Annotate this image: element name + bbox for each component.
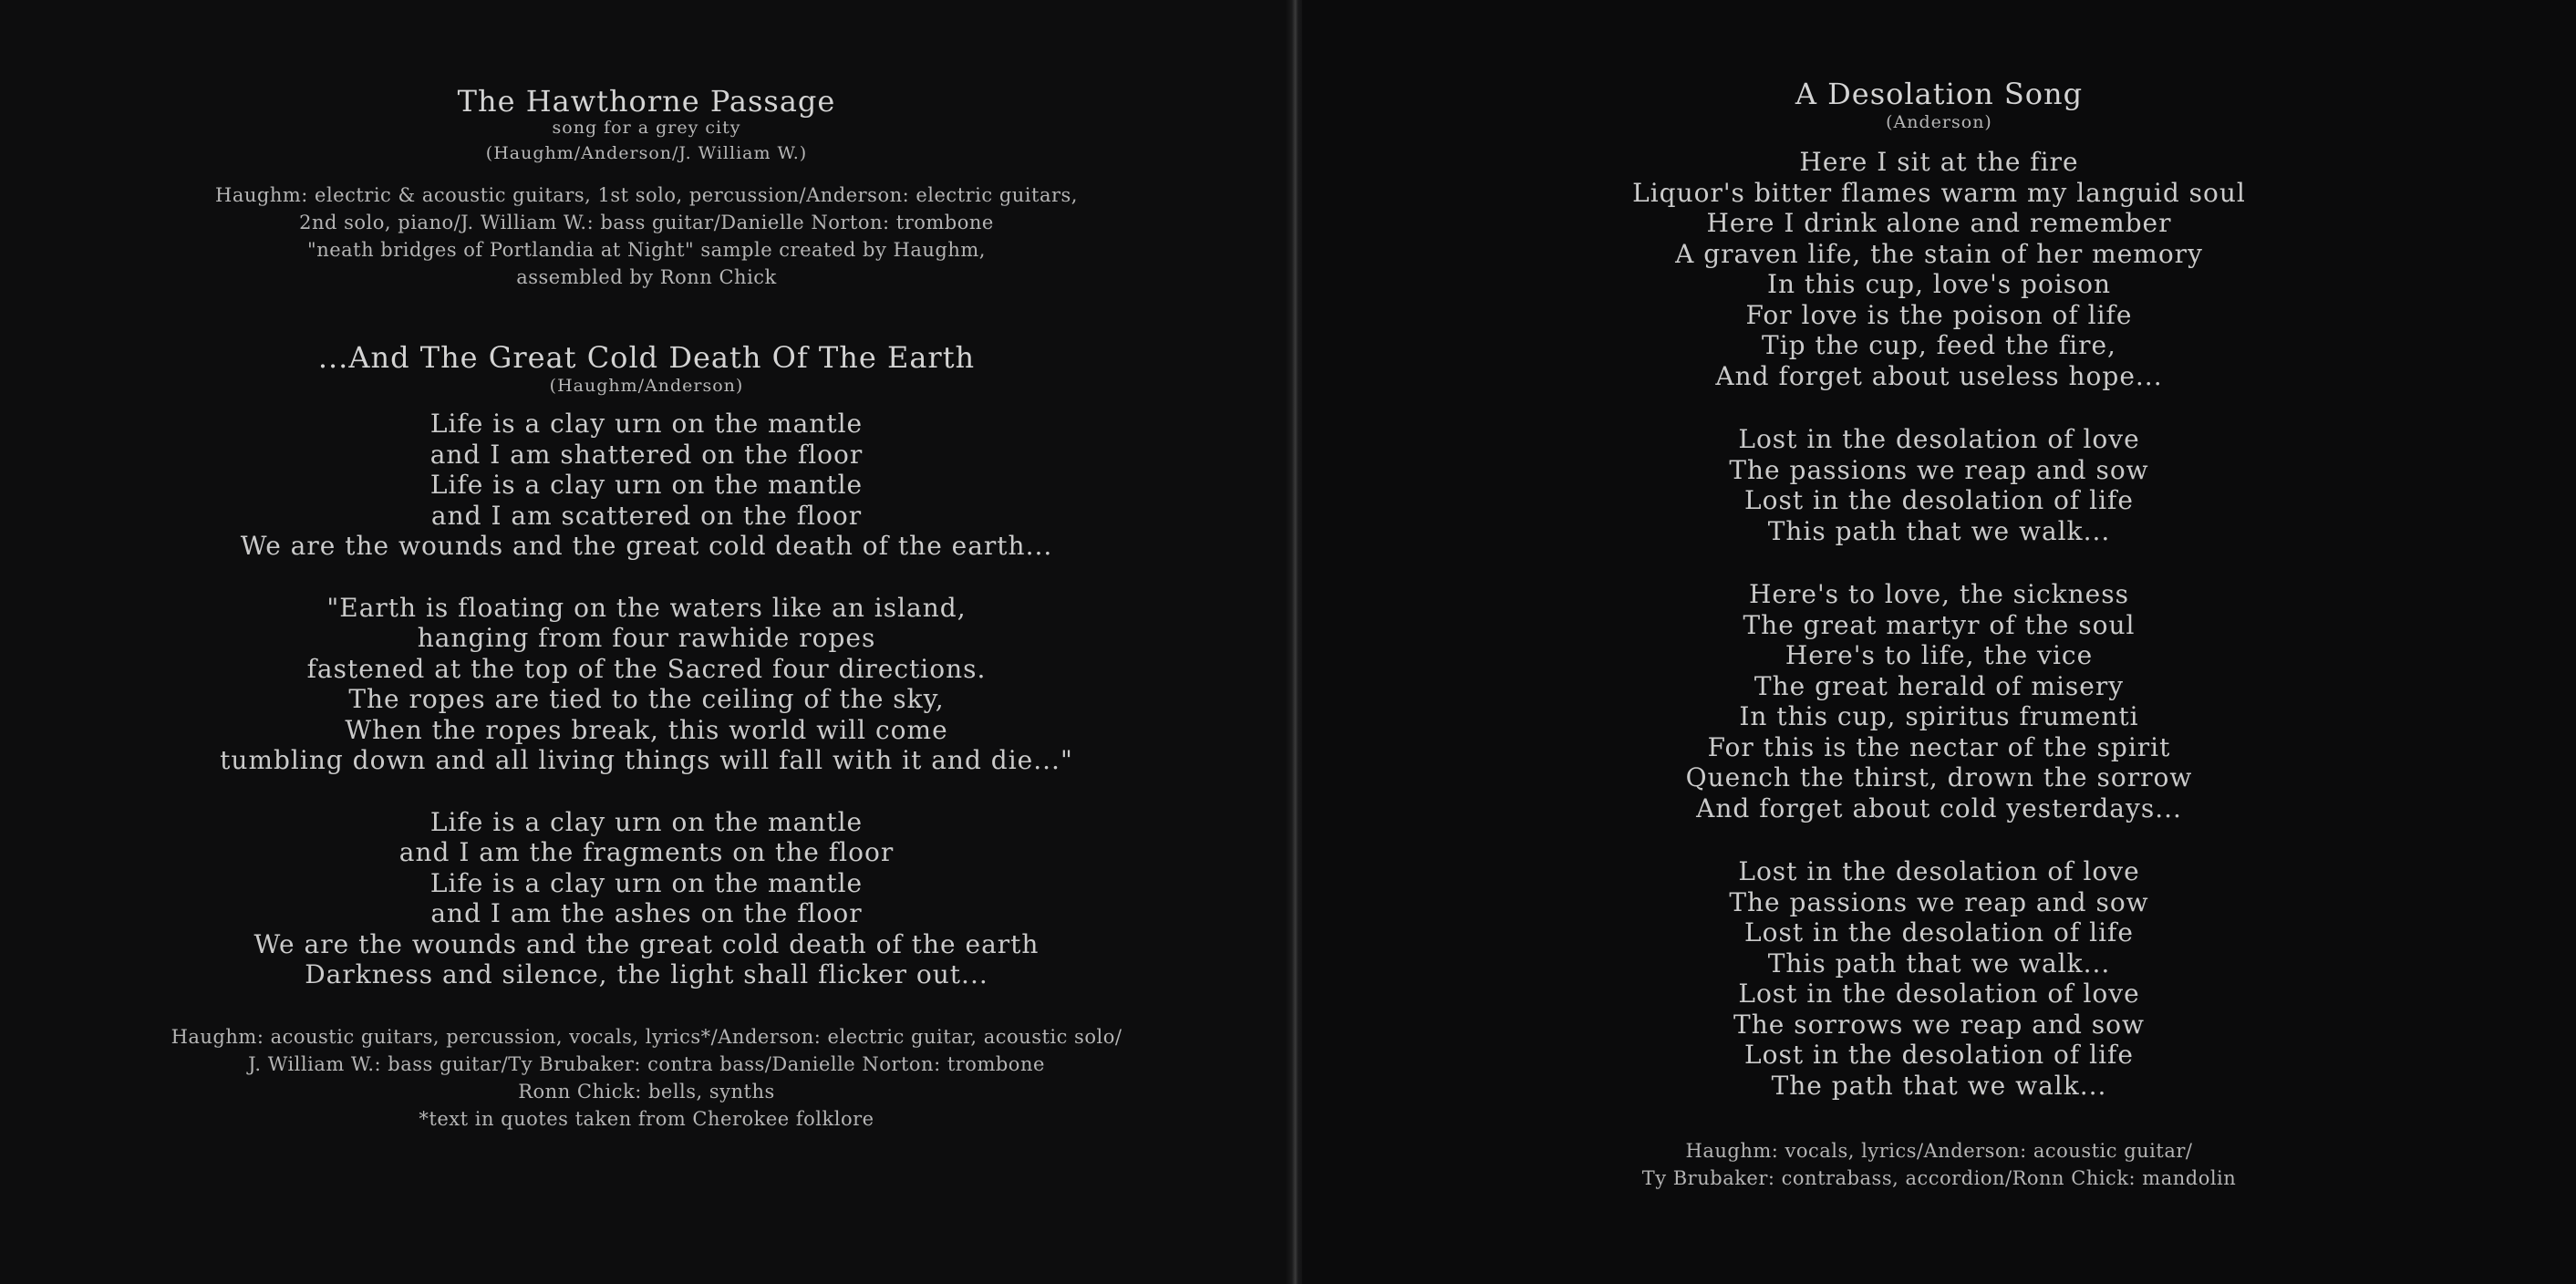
lyrics-stanza (1302, 424, 2576, 546)
credit-line: Haughm: acoustic guitars, percussion, vocals, lyrics*/Anderson: electric guitar, acoustic solo/ (171, 1025, 1122, 1048)
lyric-line: The sorrows we reap and sow (1733, 1009, 2145, 1040)
lyric-line: Life is a clay urn on the mantle (429, 806, 864, 837)
lyric-line: Here's to love, the sickness (1749, 579, 2129, 609)
song-credits (0, 1023, 1293, 1133)
lyric-line: The great herald of misery (1754, 670, 2125, 701)
lyric-line: We are the wounds and the great cold death of the earth... (240, 531, 1053, 561)
lyric-line: hanging from four rawhide ropes (417, 623, 876, 653)
right-page (1302, 0, 2576, 1284)
lyric-line: For this is the nectar of the spirit (1707, 731, 2171, 762)
lyric-line: The path that we walk... (1771, 1070, 2107, 1101)
credit-line: "neath bridges of Portlandia at Night" sample created by Haughm, (307, 239, 986, 261)
lyric-line: When the ropes break, this world will come (345, 714, 948, 745)
lyric-line: Here's to life, the vice (1785, 640, 2094, 670)
lyric-line: Lost in the desolation of life (1744, 1040, 2134, 1070)
credit-line: assembled by Ronn Chick (516, 266, 777, 288)
song-desolation-song (1302, 78, 2576, 1192)
credit-line: *text in quotes taken from Cherokee folklore (419, 1107, 874, 1130)
lyric-line: In this cup, spiritus frumenti (1739, 701, 2139, 731)
lyric-line: and I am shattered on the floor (429, 439, 864, 470)
lyric-line: and I am scattered on the floor (430, 500, 863, 531)
lyric-line: and I am the ashes on the floor (430, 898, 863, 928)
lyric-line: tumbling down and all living things will fall with it and die..." (220, 745, 1073, 775)
song-title: A Desolation Song (1795, 77, 2084, 111)
credit-line: 2nd solo, piano/J. William W.: bass guitar/Danielle Norton: trombone (299, 212, 994, 233)
lyric-line: Life is a clay urn on the mantle (429, 867, 864, 898)
song-title: ...And The Great Cold Death Of The Earth (317, 340, 976, 375)
lyric-line: Liquor's bitter flames warm my languid soul (1632, 177, 2246, 208)
credit-line: Ronn Chick: bells, synths (518, 1080, 775, 1103)
lyric-line: Here I sit at the fire (1799, 147, 2079, 177)
lyric-line: Life is a clay urn on the mantle (429, 409, 864, 439)
song-subtitle: song for a grey city (552, 118, 741, 138)
lyric-line: The passions we reap and sow (1729, 454, 2149, 485)
lyrics-stanza (1302, 147, 2576, 391)
song-writers: (Haughm/Anderson/J. William W.) (485, 143, 808, 163)
lyric-line: The great martyr of the soul (1743, 609, 2136, 640)
lyric-line: The passions we reap and sow (1729, 886, 2149, 917)
lyric-line: Tip the cup, feed the fire, (1762, 330, 2116, 360)
lyric-line: We are the wounds and the great cold death of the earth (253, 928, 1040, 959)
lyric-line: Here I drink alone and remember (1706, 208, 2172, 238)
lyrics-stanza (0, 807, 1293, 990)
lyric-line: Lost in the desolation of love (1738, 979, 2140, 1009)
lyric-line: This path that we walk... (1767, 515, 2111, 546)
lyrics-stanza (1302, 579, 2576, 823)
lyrics-stanza (1302, 856, 2576, 1101)
song-great-cold-death (0, 341, 1293, 1133)
song-credits (1302, 1137, 2576, 1192)
lyric-line: and I am the fragments on the floor (398, 837, 895, 867)
lyric-line: "Earth is floating on the waters like an island, (326, 592, 967, 623)
credit-line: Ty Brubaker: contrabass, accordion/Ronn Chick: mandolin (1641, 1167, 2237, 1189)
song-writers: (Anderson) (1886, 112, 1992, 132)
lyric-line: Lost in the desolation of love (1738, 856, 2140, 886)
lyric-line: For love is the poison of life (1745, 299, 2133, 330)
song-writers: (Haughm/Anderson) (549, 376, 744, 396)
lyric-line: Life is a clay urn on the mantle (429, 470, 864, 500)
song-credits (0, 181, 1293, 291)
lyric-line: Quench the thirst, drown the sorrow (1685, 762, 2193, 792)
lyric-line: And forget about cold yesterdays... (1696, 792, 2182, 823)
credit-line: Haughm: electric & acoustic guitars, 1st solo, percussion/Anderson: electric guitars, (215, 184, 1078, 206)
lyric-line: And forget about useless hope... (1715, 360, 2163, 391)
lyric-line: This path that we walk... (1767, 947, 2111, 979)
song-hawthorne-passage (0, 85, 1293, 291)
lyric-line: Darkness and silence, the light shall flicker out... (305, 959, 988, 989)
lyrics-stanza (0, 593, 1293, 776)
lyric-line: Lost in the desolation of life (1744, 485, 2134, 515)
lyric-line: Lost in the desolation of love (1738, 424, 2140, 454)
lyrics-stanza (0, 409, 1293, 562)
lyric-line: fastened at the top of the Sacred four directions. (306, 653, 987, 684)
lyric-line: Lost in the desolation of life (1744, 917, 2134, 947)
song-title: The Hawthorne Passage (457, 84, 836, 119)
lyric-line: A graven life, the stain of her memory (1675, 238, 2203, 269)
lyric-line: In this cup, love's poison (1766, 269, 2112, 299)
credit-line: Haughm: vocals, lyrics/Anderson: acoustic guitar/ (1685, 1140, 2193, 1162)
lyric-line: The ropes are tied to the ceiling of the sky, (348, 684, 945, 714)
credit-line: J. William W.: bass guitar/Ty Brubaker: contra bass/Danielle Norton: trombone (248, 1052, 1045, 1075)
